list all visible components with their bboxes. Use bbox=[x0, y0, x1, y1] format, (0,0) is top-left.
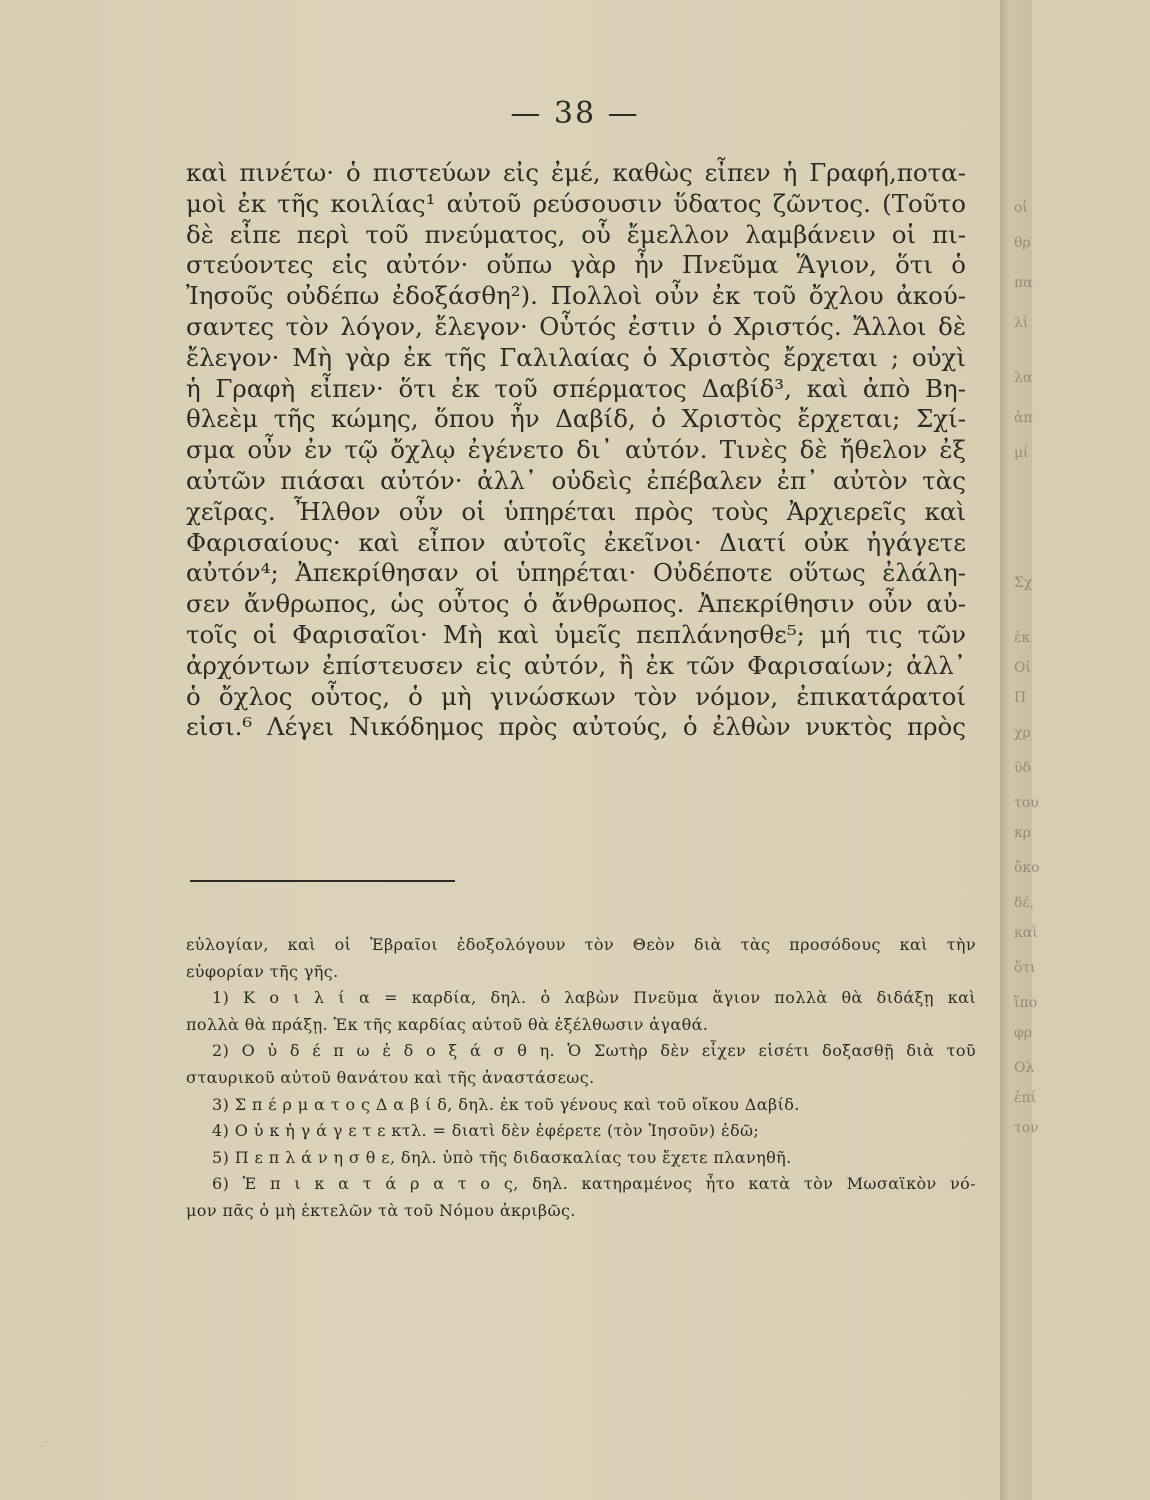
footnote-line: εὐφορίαν τῆς γῆς. bbox=[186, 961, 339, 981]
text-line: τοῖς οἱ Φαρισαῖοι· Μὴ καὶ ὑμεῖς πεπλάνησθε⁵; μή τις τῶν bbox=[186, 619, 966, 649]
footnote-line: πολλὰ θὰ πράξῃ. Ἐκ τῆς καρδίας αὐτοῦ θὰ ἐξέλθωσιν ἀγαθά. bbox=[186, 1014, 709, 1034]
text-line: ὁ ὄχλος οὗτος, ὁ μὴ γινώσκων τὸν νόμον, ἐπικατάρατοί bbox=[186, 681, 966, 711]
footnote-line: 5) Π ε π λ ά ν η σ θ ε, δηλ. ὑπὸ τῆς διδασκαλίας του ἔχετε πλανηθῆ. bbox=[212, 1147, 792, 1167]
bleed-fragment: λα bbox=[1014, 370, 1033, 386]
footnotes-block bbox=[186, 932, 976, 1225]
footnote-line: 3) Σ π έ ρ μ α τ ο ς Δ α β ί δ, δηλ. ἐκ τοῦ γένους καὶ τοῦ οἴκου Δαβίδ. bbox=[212, 1094, 800, 1114]
bleed-fragment: πα bbox=[1014, 275, 1033, 291]
bleed-fragment: ἐπί bbox=[1014, 1090, 1037, 1106]
footnote-separator-rule bbox=[190, 880, 455, 882]
text-line: σεν ἄνθρωπος, ὡς οὗτος ὁ ἄνθρωπος. Ἀπεκρίθησιν οὖν αὐ- bbox=[186, 589, 966, 619]
bleed-fragment: κρ bbox=[1014, 825, 1031, 841]
main-text-block bbox=[186, 158, 966, 743]
text-line: χεῖρας. Ἦλθον οὖν οἱ ὑπηρέται πρὸς τοὺς Ἀρχιερεῖς καὶ bbox=[186, 496, 966, 526]
footnote-line: 4) Ο ὐ κ ἠ γ ά γ ε τ ε κτλ. = διατὶ δὲν ἐφέρετε (τὸν Ἰησοῦν) ἐδῶ; bbox=[212, 1121, 760, 1141]
footnote-line: εὐλογίαν, καὶ οἱ Ἑβραῖοι ἐδοξολόγουν τὸν Θεὸν διὰ τὰς προσόδους καὶ τὴν bbox=[186, 935, 976, 954]
bleed-fragment: Σχ bbox=[1014, 575, 1033, 591]
bleed-fragment: Π bbox=[1014, 690, 1027, 706]
text-line: σαντες τὸν λόγον, ἔλεγον· Οὗτός ἐστιν ὁ Χριστός. Ἄλλοι δὲ bbox=[186, 311, 966, 341]
bleed-fragment: οἱ bbox=[1014, 200, 1028, 216]
text-line: εἰσι.⁶ Λέγει Νικόδημος πρὸς αὐτούς, ὁ ἐλθὼν νυκτὸς πρὸς bbox=[186, 712, 966, 742]
footnote-line: 2) Ο ὐ δ έ π ω ἐ δ ο ξ ά σ θ η. Ὁ Σωτὴρ δὲν εἶχεν εἰσέτι δοξασθῇ διὰ τοῦ bbox=[212, 1041, 976, 1061]
footnote-line: σταυρικοῦ αὐτοῦ θανάτου καὶ τῆς ἀναστάσεως. bbox=[186, 1067, 595, 1087]
bleed-fragment: του bbox=[1014, 795, 1039, 811]
text-line: ἔλεγον· Μὴ γὰρ ἐκ τῆς Γαλιλαίας ὁ Χριστὸς ἔρχεται ; οὐχὶ bbox=[186, 342, 966, 372]
text-line: μοὶ ἐκ τῆς κοιλίας¹ αὐτοῦ ρεύσουσιν ὕδατος ζῶντος. (Τοῦτο bbox=[186, 188, 966, 218]
bleed-fragment: καὶ bbox=[1014, 925, 1038, 941]
text-line: καὶ πινέτω· ὁ πιστεύων εἰς ἐμέ, καθὼς εἶπεν ἡ Γραφή,ποτα- bbox=[186, 158, 966, 187]
text-line: Φαρισαίους· καὶ εἶπον αὐτοῖς ἐκεῖνοι· Διατί οὐκ ἠγάγετε bbox=[186, 527, 966, 557]
text-line: σμα οὖν ἐν τῷ ὄχλῳ ἐγένετο δι᾽ αὐτόν. Τινὲς δὲ ἤθελον ἐξ bbox=[186, 435, 966, 465]
bleed-fragment: φρ bbox=[1014, 1025, 1033, 1041]
adjacent-page-edge bbox=[1000, 0, 1040, 1500]
bleed-fragment: λί bbox=[1014, 315, 1029, 331]
text-line: θλεὲμ τῆς κώμης, ὅπου ἦν Δαβίδ, ὁ Χριστὸς ἔρχεται; Σχί- bbox=[186, 404, 966, 434]
text-line: ἡ Γραφὴ εἶπεν· ὅτι ἐκ τοῦ σπέρματος Δαβίδ³, καὶ ἀπὸ Βη- bbox=[186, 373, 966, 403]
page-number: — 38 — bbox=[510, 96, 640, 131]
bleed-fragment: ἀπ bbox=[1014, 410, 1033, 426]
bleed-fragment: ῦδ bbox=[1014, 760, 1031, 776]
bleed-fragment: ἵπο bbox=[1014, 995, 1038, 1011]
footnote-line: μον πᾶς ὁ μὴ ἐκτελῶν τὰ τοῦ Νόμου ἀκριβῶς. bbox=[186, 1200, 576, 1220]
footnote-line: 6) Ἐ π ι κ α τ ά ρ α τ ο ς, δηλ. κατηραμένος ἦτο κατὰ τὸν Μωσαϊκὸν νό- bbox=[212, 1174, 976, 1194]
bleed-fragment: θρ bbox=[1014, 235, 1031, 251]
text-line: ἀρχόντων ἐπίστευσεν εἰς αὐτόν, ἢ ἐκ τῶν Φαρισαίων; ἀλλ᾽ bbox=[186, 650, 966, 680]
bleed-fragment: Οἱ bbox=[1014, 660, 1031, 676]
bleed-fragment: τον bbox=[1014, 1120, 1039, 1136]
bleed-fragment: ἐκ bbox=[1014, 630, 1031, 646]
ink-smudge: ·˙· bbox=[40, 1440, 53, 1453]
text-line: Ἰησοῦς οὐδέπω ἐδοξάσθη²). Πολλοὶ οὖν ἐκ τοῦ ὄχλου ἀκού- bbox=[186, 281, 966, 311]
text-line: στεύοντες εἰς αὐτόν· οὔπω γὰρ ἦν Πνεῦμα Ἅγιον, ὅτι ὁ bbox=[186, 250, 966, 280]
bleed-fragment: μί bbox=[1014, 445, 1029, 461]
bleed-fragment: δέ, bbox=[1014, 895, 1035, 911]
text-line: αὐτῶν πιάσαι αὐτόν· ἀλλ᾽ οὐδεὶς ἐπέβαλεν ἐπ᾽ αὐτὸν τὰς bbox=[186, 465, 966, 495]
bleed-fragment: χρ bbox=[1014, 725, 1031, 741]
text-line: αὐτόν⁴; Ἀπεκρίθησαν οἱ ὑπηρέται· Οὐδέποτε οὕτως ἐλάλη- bbox=[186, 558, 966, 588]
text-line: δὲ εἶπε περὶ τοῦ πνεύματος, οὗ ἔμελλον λαμβάνειν οἱ πι- bbox=[186, 219, 966, 249]
bleed-fragment: Ολ bbox=[1014, 1060, 1035, 1076]
bleed-fragment: ὅκο bbox=[1014, 860, 1040, 876]
footnote-line: 1) Κ ο ι λ ί α = καρδία, δηλ. ὁ λαβὼν Πνεῦμα ἅγιον πολλὰ θὰ διδάξῃ καὶ bbox=[212, 988, 976, 1008]
bleed-fragment: ὅτι bbox=[1014, 960, 1036, 976]
